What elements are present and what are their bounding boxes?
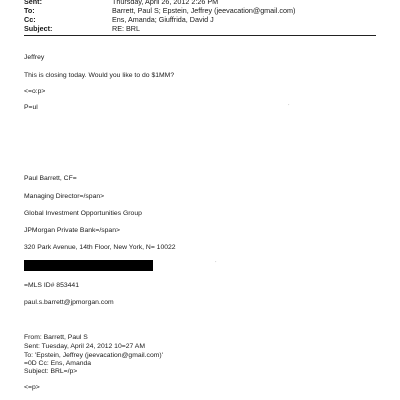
- signature-group: Global Investment Opportunities Group: [24, 210, 142, 217]
- redaction-bar: [24, 260, 153, 271]
- message-text: This is closing today. Would you like to do $1MM?: [24, 72, 175, 79]
- previous-markup-tag: <=p>: [24, 384, 40, 391]
- stray-mark: ˑ: [288, 104, 290, 110]
- sent-value: Thursday, April 26, 2012 2:26 PM: [112, 0, 219, 6]
- previous-cc: =0D Cc: Ens, Amanda: [24, 360, 92, 367]
- subject-label: Subject:: [24, 24, 53, 33]
- to-value: Barrett, Paul S; Epstein, Jeffrey (jeevacation@gmail.com): [112, 6, 296, 15]
- signature-address: 320 Park Avenue, 14th Floor, New York, N= 10022: [24, 244, 176, 251]
- to-label: To:: [24, 6, 35, 15]
- previous-from: From: Barrett, Paul S: [24, 334, 88, 341]
- cc-label: Cc:: [24, 15, 36, 24]
- cc-value: Ens, Amanda; Giuffrida, David J: [112, 15, 214, 24]
- subject-value: RE: BRL: [112, 24, 140, 33]
- previous-subject: Subject: BRL=/p>: [24, 368, 78, 375]
- signature-nmls: =MLS ID# 853441: [24, 282, 79, 289]
- signature-bank: JPMorgan Private Bank=/span>: [24, 227, 120, 234]
- sent-label: Sent:: [24, 0, 42, 6]
- header-divider: [24, 35, 376, 36]
- previous-sent: Sent: Tuesday, April 24, 2012 10=27 AM: [24, 343, 145, 350]
- signature-email: paul.s.barrett@jpmorgan.com: [24, 299, 114, 306]
- previous-to: To: 'Epstein, Jeffrey (jeevacation@gmail.com)': [24, 352, 163, 359]
- signature-name: Paul Barrett, CF=: [24, 175, 77, 182]
- signature-title: Managing Director=/span>: [24, 193, 105, 200]
- stray-mark-2: ˑ: [215, 261, 217, 267]
- markup-tag-line: <=o:p>: [24, 88, 46, 95]
- markup-fragment-line: P=ul: [24, 104, 38, 111]
- greeting: Jeffrey: [24, 54, 45, 61]
